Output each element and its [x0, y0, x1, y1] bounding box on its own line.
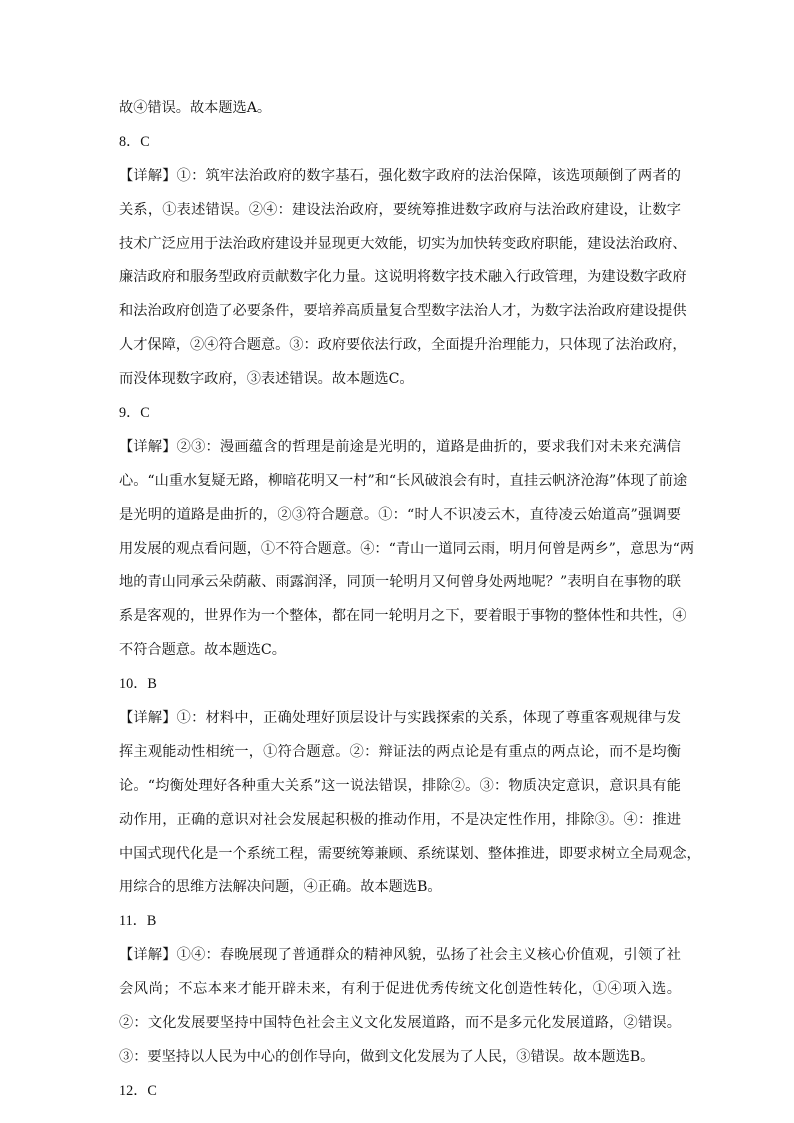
- answer-number: [119, 1081, 681, 1102]
- text-line: 11．B: [119, 913, 157, 930]
- text-line: 【详解】②③：漫画蕴含的哲理是前途是光明的，道路是曲折的，要求我们对未来充满信: [119, 438, 681, 455]
- text-line: ③：要坚持以人民为中心的创作导向，做到文化发展为了人民，③错误。故本题选B。: [119, 1048, 655, 1065]
- text-line: [119, 98, 681, 119]
- text-line: 故④错误。故本题选A。: [119, 100, 272, 116]
- text-line: 9．C: [119, 405, 150, 422]
- text-line: 12．C: [119, 1082, 157, 1099]
- text-line: 10．B: [119, 676, 157, 693]
- text-line: 【详解】①：筑牢法治政府的数字基石，强化数字政府的法治保障，该选项颠倒了两者的: [119, 167, 681, 184]
- text-line: 动作用，正确的意识对社会发展起积极的推动作用，不是决定性作用，排除③。④：推进: [119, 811, 681, 828]
- document-body: [119, 98, 701, 1115]
- text-line: 挥主观能动性相统一，①符合题意。②：辩证法的两点论是有重点的两点论，而不是均衡: [119, 743, 681, 760]
- text-line: 用发展的观点看问题，①不符合题意。④：“青山一道同云雨，明月何曾是两乡”，意思为“两: [119, 540, 695, 557]
- text-line: 是光明的道路是曲折的，②③符合题意。①：“时人不识凌云木，直待凌云始道高”强调要: [119, 506, 681, 523]
- text-line: 人才保障，②④符合题意。③：政府要依法行政，全面提升治理能力，只体现了法治政府，: [119, 337, 687, 354]
- text-line: 心。“山重水复疑无路，柳暗花明又一村”和“长风破浪会有时，直挂云帆济沧海”体现了前途: [119, 472, 688, 489]
- explanation-paragraph: [119, 437, 695, 661]
- answer-number: [119, 403, 681, 424]
- explanation-paragraph: [119, 708, 701, 898]
- answer-number: [119, 132, 681, 153]
- text-line: 关系，①表述错误。②④：建设法治政府，要统筹推进数字政府与法治政府建设，让数字: [119, 201, 681, 218]
- text-line: 【详解】①：材料中，正确处理好顶层设计与实践探索的关系，体现了尊重客观规律与发: [119, 710, 681, 727]
- text-line: 廉洁政府和服务型政府贡献数字化力量。这说明将数字技术融入行政管理，为建设数字政府: [119, 269, 687, 286]
- text-line: ②：文化发展要坚持中国特色社会主义文化发展道路，而不是多元化发展道路，②错误。: [119, 1015, 681, 1032]
- answer-number: [119, 911, 681, 932]
- text-line: 中国式现代化是一个系统工程，需要统筹兼顾、系统谋划、整体推进，即要求树立全局观念，: [119, 845, 701, 862]
- text-line: 【详解】①④：春晚展现了普通群众的精神风貌，弘扬了社会主义核心价值观，引领了社: [119, 947, 681, 964]
- text-line: 而没体现数字政府，③表述错误。故本题选C。: [119, 371, 414, 388]
- text-line: 8．C: [119, 133, 150, 150]
- text-line: 技术广泛应用于法治政府建设并显现更大效能，切实为加快转变政府职能，建设法治政府、: [119, 235, 687, 252]
- text-line: 论。“均衡处理好各种重大关系”这一说法错误，排除②。③：物质决定意识，意识具有能: [119, 777, 681, 794]
- explanation-paragraph: [119, 166, 687, 390]
- text-line: 地的青山同承云朵荫蔽、雨露润泽，同顶一轮明月又何曾身处两地呢？”表明自在事物的联: [119, 574, 681, 591]
- text-line: 用综合的思维方法解决问题，④正确。故本题选B。: [119, 879, 442, 896]
- text-line: 和法治政府创造了必要条件，要培养高质量复合型数字法治人才，为数字法治政府建设提供: [119, 303, 687, 320]
- answer-number: [119, 674, 681, 695]
- text-line: 系是客观的，世界作为一个整体，都在同一轮明月之下，要着眼于事物的整体性和共性，④: [119, 608, 687, 625]
- text-line: 会风尚；不忘本来才能开辟未来，有利于促进优秀传统文化创造性转化，①④项入选。: [119, 981, 681, 998]
- text-line: 不符合题意。故本题选C。: [119, 642, 286, 659]
- explanation-paragraph: [119, 945, 681, 1068]
